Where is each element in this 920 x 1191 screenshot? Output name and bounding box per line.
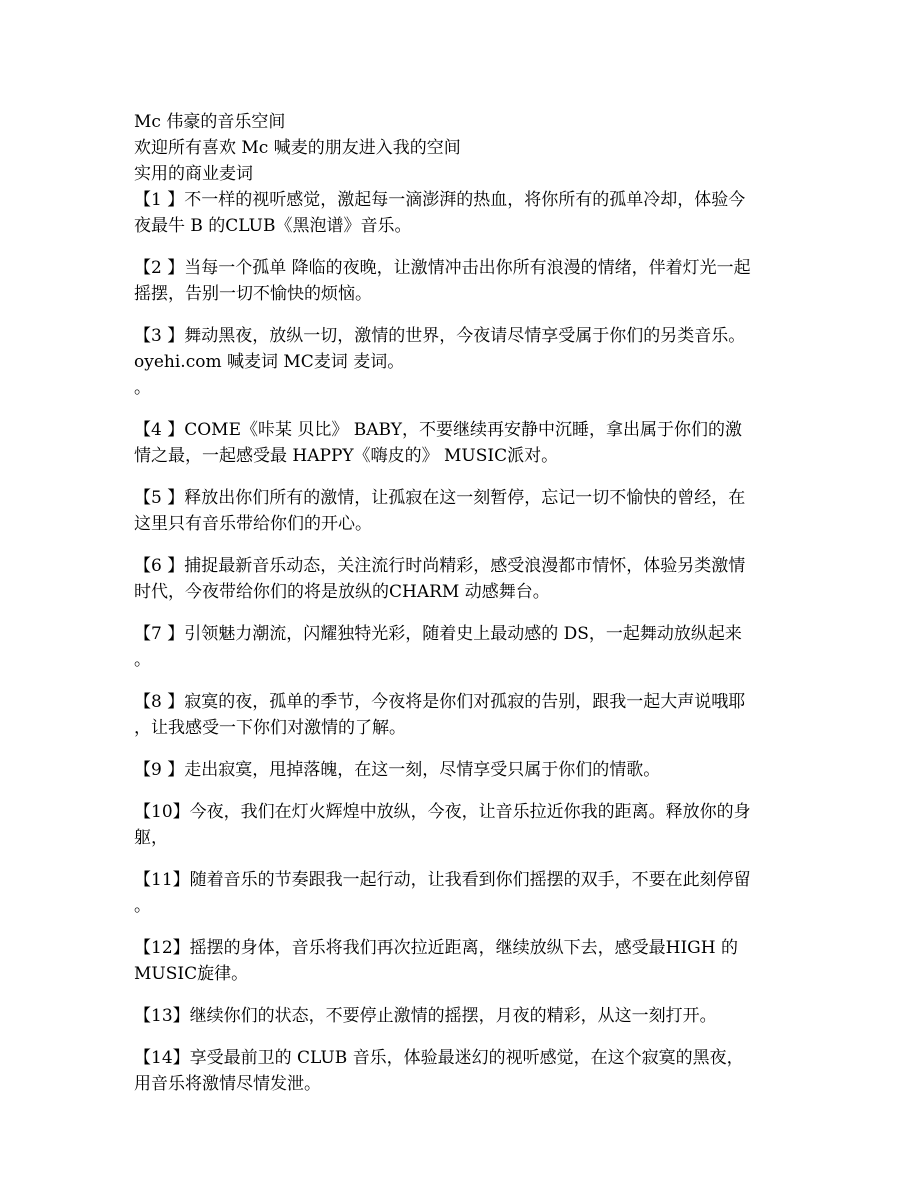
- document-page: [134, 109, 786, 1113]
- lyric-line: 【2 】当每一个孤单 降临的夜晚，让激情冲击出你所有浪漫的情绪，伴着灯光一起: [134, 258, 751, 278]
- lyric-entry: [134, 799, 786, 851]
- lyric-line: 夜最牛 B 的CLUB《黑泡谱》音乐。: [134, 216, 412, 236]
- lyric-line: 时代，今夜带给你们的将是放纵的CHARM 动感舞台。: [134, 582, 550, 602]
- lyric-line: 【7 】引领魅力潮流，闪耀独特光彩，随着史上最动感的 DS，一起舞动放纵起来: [134, 624, 742, 644]
- lyric-line: 。: [134, 650, 151, 670]
- lyric-entry: [134, 485, 786, 537]
- lyric-line: 【13】继续你们的状态，不要停止激情的摇摆，月夜的精彩，从这一刻打开。: [134, 1006, 717, 1026]
- lyric-line: 【3 】舞动黑夜，放纵一切，激情的世界，今夜请尽情享受属于你们的另类音乐。: [134, 326, 746, 346]
- lyric-entry: [134, 187, 786, 239]
- lyric-entry: [134, 935, 786, 987]
- lyric-line: 摇摆，告别一切不愉快的烦恼。: [134, 284, 372, 304]
- lyric-entry: [134, 1045, 786, 1097]
- welcome-line: 欢迎所有喜欢 Mc 喊麦的朋友进入我的空间: [134, 138, 461, 158]
- document-subtitle: 实用的商业麦词: [134, 164, 253, 184]
- document-title: Mc 伟豪的音乐空间: [134, 112, 286, 132]
- lyric-entry: [134, 255, 786, 307]
- lyric-line: 情之最，一起感受最 HAPPY《嗨皮的》 MUSIC派对。: [134, 446, 559, 466]
- lyric-line: 。: [134, 896, 151, 916]
- lyric-line: 这里只有音乐带给你们的开心。: [134, 514, 372, 534]
- lyric-line: 【6 】捕捉最新音乐动态，关注流行时尚精彩，感受浪漫都市情怀，体验另类激情: [134, 556, 746, 576]
- lyric-entry: [134, 621, 786, 673]
- lyric-line: ，让我感受一下你们对激情的了解。: [134, 718, 406, 738]
- lyric-line: 【10】今夜，我们在灯火辉煌中放纵，今夜，让音乐拉近你我的距离。释放你的身: [134, 802, 751, 822]
- lyric-entry: [134, 757, 786, 783]
- lyric-entry: [134, 689, 786, 741]
- lyric-line: oyehi.com 喊麦词 MC麦词 麦词。: [134, 352, 405, 372]
- lyric-entry: [134, 417, 786, 469]
- lyric-line: 【11】随着音乐的节奏跟我一起行动，让我看到你们摇摆的双手，不要在此刻停留: [134, 870, 751, 890]
- lyric-entry: [134, 867, 786, 919]
- lyric-line: 【1 】不一样的视听感觉，激起每一滴澎湃的热血，将你所有的孤单冷却，体验今: [134, 190, 746, 210]
- lyric-line: 【5 】释放出你们所有的激情，让孤寂在这一刻暂停，忘记一切不愉快的曾经，在: [134, 488, 746, 508]
- lyric-entry: [134, 553, 786, 605]
- lyric-line: MUSIC旋律。: [134, 964, 249, 984]
- lyric-line: 【9 】走出寂寞，甩掉落魄，在这一刻，尽情享受只属于你们的情歌。: [134, 760, 661, 780]
- lyrics-list: [134, 187, 786, 1097]
- lyric-line: 。: [134, 378, 151, 398]
- lyric-entry: [134, 1003, 786, 1029]
- lyric-line: 【12】摇摆的身体，音乐将我们再次拉近距离，继续放纵下去，感受最HIGH 的: [134, 938, 738, 958]
- lyric-line: 躯，: [134, 828, 168, 848]
- lyric-line: 用音乐将激情尽情发泄。: [134, 1074, 321, 1094]
- lyric-entry: [134, 323, 786, 401]
- lyric-line: 【8 】寂寞的夜，孤单的季节，今夜将是你们对孤寂的告别，跟我一起大声说哦耶: [134, 692, 746, 712]
- lyric-line: 【14】享受最前卫的 CLUB 音乐，体验最迷幻的视听感觉，在这个寂寞的黑夜，: [134, 1048, 744, 1068]
- lyric-line: 【4 】COME《咔某 贝比》 BABY，不要继续再安静中沉睡，拿出属于你们的激: [134, 420, 742, 440]
